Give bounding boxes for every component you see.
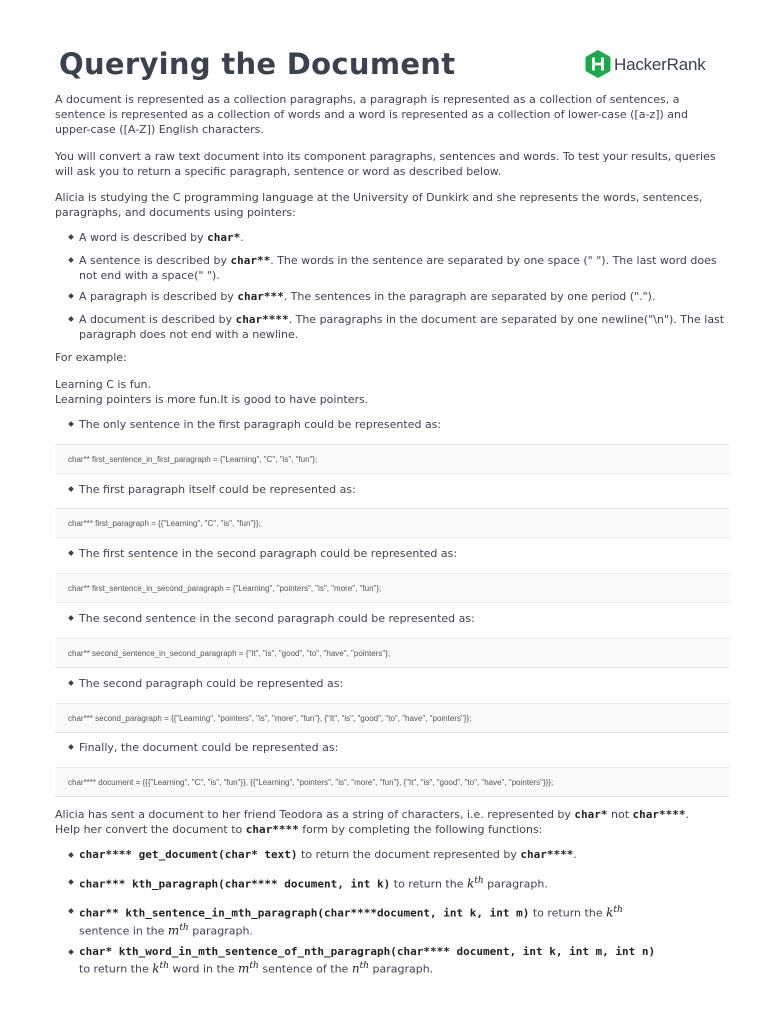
- function-get-document: char**** get_document(char* text) to return the document represented by char****.: [55, 847, 735, 862]
- definition-document: A document is described by char****. The paragraphs in the document are separated by one newline("\n"). The last paragraph does not end with a newline.: [55, 312, 727, 342]
- code-block-2: char*** first_paragraph = {{"Learning", "C", "is", "fun"}};: [55, 508, 730, 538]
- hackerrank-hex-icon: [585, 50, 611, 78]
- example-item-6: Finally, the document could be represented as:: [55, 740, 719, 755]
- definition-word: A word is described by char*.: [55, 230, 727, 245]
- hackerrank-logo[interactable]: [585, 50, 706, 78]
- example-item-2: The first paragraph itself could be represented as:: [55, 482, 719, 497]
- function-kth-paragraph: char*** kth_paragraph(char**** document, int k) to return the $k^{th}$ paragraph.: [55, 874, 735, 892]
- example-line-1: Learning C is fun.: [55, 378, 152, 391]
- function-kth-word: char* kth_word_in_mth_sentence_of_nth_paragraph(char**** document, int k, int m, int n) to return the $k^{th}$ word in the $m^{th}$ sentence of the $n^{th}$ paragraph.: [55, 944, 739, 977]
- intro-paragraph-1: A document is represented as a collection paragraphs, a paragraph is represented as a collection of sentences, a sentence is represented as a collection of words and a word is represented as a collection of lower-case ([a-z]) and upper-case ([A-Z]) English characters.: [55, 93, 688, 136]
- example-item-5: The second paragraph could be represented as:: [55, 676, 719, 691]
- page-title: Querying the Document: [59, 47, 456, 81]
- intro-paragraph-2: You will convert a raw text document into its component paragraphs, sentences and words. To test your results, queries will ask you to return a specific paragraph, sentence or word as described below.: [55, 150, 716, 178]
- code-block-3: char** first_sentence_in_second_paragraph = {"Learning", "pointers", "is", "more", "fun"};: [55, 573, 730, 603]
- definition-paragraph: A paragraph is described by char***. The sentences in the paragraph are separated by one period (".").: [55, 289, 727, 304]
- example-label: For example:: [55, 351, 127, 364]
- intro-paragraph-3: Alicia is studying the C programming language at the University of Dunkirk and she represents the words, sentences, paragraphs, and documents using pointers:: [55, 191, 703, 219]
- problem-statement: [55, 0, 735, 976]
- header: [55, 0, 735, 92]
- example-item-3: The first sentence in the second paragraph could be represented as:: [55, 546, 719, 561]
- function-kth-sentence: char** kth_sentence_in_mth_paragraph(char****document, int k, int m) to return the $k^{th}$ sentence in the $m^{th}$ paragraph.: [55, 903, 735, 938]
- definition-sentence: A sentence is described by char**. The words in the sentence are separated by one space (" "). The last word does not end with a space(" ").: [55, 253, 727, 283]
- code-block-6: char**** document = {{{"Learning", "C", "is", "fun"}}, {{"Learning", "pointers", "is", "more", "fun"}, {"It", "is", "good", "to", "have", "pointers"}}};: [55, 767, 730, 797]
- logo-text: HackerRank: [614, 54, 706, 74]
- code-block-1: char** first_sentence_in_first_paragraph = {"Learning", "C", "is", "fun"};: [55, 444, 730, 474]
- code-block-5: char*** second_paragraph = {{"Learning", "pointers", "is", "more", "fun"}, {"It", "is", "good", "to", "have", "pointers"}};: [55, 703, 730, 733]
- task-line-2: Help her convert the document to char**** form by completing the following functions:: [55, 823, 543, 836]
- example-item-1: The only sentence in the first paragraph could be represented as:: [55, 417, 719, 432]
- example-line-2: Learning pointers is more fun.It is good to have pointers.: [55, 393, 369, 406]
- code-block-4: char** second_sentence_in_second_paragraph = {"It", "is", "good", "to", "have", "pointers"};: [55, 638, 730, 668]
- task-line-1: Alicia has sent a document to her friend Teodora as a string of characters, i.e. represented by char* not char****.: [55, 808, 690, 821]
- example-item-4: The second sentence in the second paragraph could be represented as:: [55, 611, 719, 626]
